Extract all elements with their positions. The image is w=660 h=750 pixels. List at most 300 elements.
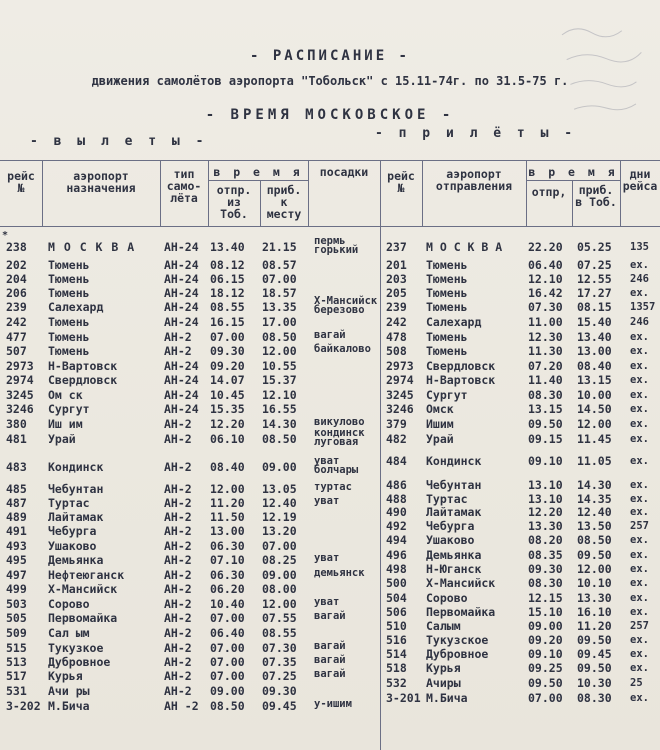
arrival-days: ех. bbox=[630, 433, 649, 445]
arrival-flight-number: 516 bbox=[386, 633, 407, 647]
col-header-flight-arrivals: рейс № bbox=[387, 169, 415, 195]
col-rule bbox=[260, 180, 261, 226]
arrival-departure-time: 08.35 bbox=[528, 548, 563, 562]
departure-arrival-time: 09.00 bbox=[262, 568, 297, 582]
time-note: - ВРЕМЯ МОСКОВСКОЕ - bbox=[205, 107, 455, 123]
arrival-days: ех. bbox=[630, 493, 649, 505]
departure-arrival-time: 12.40 bbox=[262, 496, 297, 510]
departure-aircraft-type: АН-24 bbox=[164, 315, 199, 329]
arrival-origin: Туртас bbox=[426, 492, 468, 506]
departure-arrival-time: 08.50 bbox=[262, 330, 297, 344]
departure-arrival-time: 08.55 bbox=[262, 626, 297, 640]
arrival-flight-number: 3-201 bbox=[386, 691, 421, 705]
arrival-time-in-tobolsk: 13.50 bbox=[577, 519, 612, 533]
arrival-days: ех. bbox=[630, 563, 649, 575]
departure-destination: Чебурга bbox=[48, 524, 97, 538]
departure-arrival-time: 14.30 bbox=[262, 417, 297, 431]
arrival-time-in-tobolsk: 09.50 bbox=[577, 633, 612, 647]
arrival-time-in-tobolsk: 08.50 bbox=[577, 533, 612, 547]
departure-arrival-time: 13.20 bbox=[262, 524, 297, 538]
departure-destination: Н-Вартовск bbox=[48, 359, 118, 373]
departure-aircraft-type: АН-2 bbox=[164, 669, 192, 683]
arrival-departure-time: 15.10 bbox=[528, 605, 563, 619]
arrival-departure-time: 09.50 bbox=[528, 676, 563, 690]
departure-flight-number: 481 bbox=[6, 432, 27, 446]
departure-destination: Салехард bbox=[48, 300, 104, 314]
arrival-origin: Н-Юганск bbox=[426, 562, 482, 576]
departure-time-from-tobolsk: 06.30 bbox=[210, 539, 245, 553]
arrival-departure-time: 12.10 bbox=[528, 272, 563, 286]
departure-aircraft-type: АН-24 bbox=[164, 272, 199, 286]
departure-aircraft-type: АН-2 bbox=[164, 611, 192, 625]
col-header-flight: рейс № bbox=[7, 169, 35, 195]
departure-arrival-time: 08.25 bbox=[262, 553, 297, 567]
arrival-flight-number: 486 bbox=[386, 478, 407, 492]
page-subtitle: движения самолётов аэропорта "Тобольск" с 15.11-74г. по 31.5-75 г. bbox=[91, 74, 569, 88]
arrival-time-in-tobolsk: 13.00 bbox=[577, 344, 612, 358]
departure-arrival-time: 09.00 bbox=[262, 460, 297, 474]
col-rule bbox=[572, 180, 573, 226]
departure-destination: Тюмень bbox=[48, 272, 90, 286]
arrival-time-in-tobolsk: 08.30 bbox=[577, 691, 612, 705]
arrival-time-in-tobolsk: 12.40 bbox=[577, 505, 612, 519]
departure-stops: вагай bbox=[314, 329, 346, 341]
departure-time-from-tobolsk: 09.20 bbox=[210, 359, 245, 373]
departure-aircraft-type: АН-2 bbox=[164, 539, 192, 553]
departure-destination: Демьянка bbox=[48, 553, 104, 567]
arrival-time-in-tobolsk: 05.25 bbox=[577, 240, 612, 254]
departure-flight-number: 509 bbox=[6, 626, 27, 640]
col-header-aircraft-type: тип само-лёта bbox=[166, 167, 202, 205]
arrival-origin: Тукузское bbox=[426, 633, 489, 647]
arrival-departure-time: 07.30 bbox=[528, 300, 563, 314]
col-header-destination: аэропорт назначения bbox=[66, 169, 136, 195]
arrival-time-in-tobolsk: 07.25 bbox=[577, 258, 612, 272]
col-header-arr-tobolsk: приб. в Тоб. bbox=[575, 183, 617, 209]
arrival-days: 246 bbox=[630, 316, 649, 328]
departure-arrival-time: 09.30 bbox=[262, 684, 297, 698]
departure-arrival-time: 07.55 bbox=[262, 611, 297, 625]
arrival-origin: Сургут bbox=[426, 388, 468, 402]
arrival-flight-number: 2974 bbox=[386, 373, 414, 387]
arrival-departure-time: 13.15 bbox=[528, 402, 563, 416]
departure-destination: Урай bbox=[48, 432, 76, 446]
arrival-origin: Тюмень bbox=[426, 258, 468, 272]
arrival-origin: Чебунтан bbox=[426, 478, 482, 492]
departure-time-from-tobolsk: 12.00 bbox=[210, 482, 245, 496]
departure-time-from-tobolsk: 06.40 bbox=[210, 626, 245, 640]
time-sub-rule-right bbox=[526, 180, 620, 181]
departure-time-from-tobolsk: 08.55 bbox=[210, 300, 245, 314]
departure-stops: вагай bbox=[314, 640, 346, 652]
col-header-days: дни рейса bbox=[622, 167, 658, 193]
departure-time-from-tobolsk: 10.40 bbox=[210, 597, 245, 611]
departure-arrival-time: 07.25 bbox=[262, 669, 297, 683]
departure-time-from-tobolsk: 06.15 bbox=[210, 272, 245, 286]
departure-arrival-time: 13.35 bbox=[262, 300, 297, 314]
departure-time-from-tobolsk: 06.30 bbox=[210, 568, 245, 582]
arrival-days: ех. bbox=[630, 662, 649, 674]
departure-time-from-tobolsk: 09.00 bbox=[210, 684, 245, 698]
departure-destination: Х-Мансийск bbox=[48, 582, 118, 596]
departure-stops: вагай bbox=[314, 654, 346, 666]
departure-time-from-tobolsk: 16.15 bbox=[210, 315, 245, 329]
col-header-time-arrivals: в р е м я bbox=[528, 165, 618, 179]
departure-stops: у-ишим bbox=[314, 698, 352, 710]
departure-time-from-tobolsk: 06.10 bbox=[210, 432, 245, 446]
departure-flight-number: 485 bbox=[6, 482, 27, 496]
departure-time-from-tobolsk: 11.50 bbox=[210, 510, 245, 524]
departure-aircraft-type: АН-24 bbox=[164, 359, 199, 373]
arrival-days: 25 bbox=[630, 677, 643, 689]
arrival-origin: Н-Вартовск bbox=[426, 373, 496, 387]
departure-aircraft-type: АН-24 bbox=[164, 388, 199, 402]
departure-destination: Лайтамак bbox=[48, 510, 104, 524]
arrival-days: ех. bbox=[630, 360, 649, 372]
departure-flight-number: 505 bbox=[6, 611, 27, 625]
departure-destination: Тюмень bbox=[48, 344, 90, 358]
arrival-flight-number: 3245 bbox=[386, 388, 414, 402]
arrival-origin: Тюмень bbox=[426, 286, 468, 300]
departure-time-from-tobolsk: 07.00 bbox=[210, 669, 245, 683]
departure-destination: Сал ым bbox=[48, 626, 90, 640]
departure-flight-number: 3246 bbox=[6, 402, 34, 416]
col-header-dep-tobolsk: отпр. из Тоб. bbox=[216, 183, 252, 221]
arrival-origin: Дубровное bbox=[426, 647, 489, 661]
arrival-flight-number: 242 bbox=[386, 315, 407, 329]
departure-stops: вагай bbox=[314, 668, 346, 680]
arrival-departure-time: 09.25 bbox=[528, 661, 563, 675]
arrival-departure-time: 13.30 bbox=[528, 519, 563, 533]
arrival-time-in-tobolsk: 09.45 bbox=[577, 647, 612, 661]
arrival-days: ех. bbox=[630, 592, 649, 604]
departure-aircraft-type: АН-2 bbox=[164, 553, 192, 567]
departure-stops: викулово bbox=[314, 416, 365, 428]
departure-stops: байкалово bbox=[314, 343, 371, 355]
arrival-departure-time: 11.00 bbox=[528, 315, 563, 329]
departure-time-from-tobolsk: 08.50 bbox=[210, 699, 245, 713]
arrival-origin: М О С К В А bbox=[426, 240, 503, 254]
departure-destination: Сургут bbox=[48, 402, 90, 416]
arrival-departure-time: 11.30 bbox=[528, 344, 563, 358]
arrival-origin: Демьянка bbox=[426, 548, 482, 562]
departure-arrival-time: 13.05 bbox=[262, 482, 297, 496]
departure-arrival-time: 07.00 bbox=[262, 272, 297, 286]
arrival-time-in-tobolsk: 15.40 bbox=[577, 315, 612, 329]
departure-flight-number: 483 bbox=[6, 460, 27, 474]
departure-destination: Туртас bbox=[48, 496, 90, 510]
departure-aircraft-type: АН-24 bbox=[164, 258, 199, 272]
departure-arrival-time: 15.37 bbox=[262, 373, 297, 387]
arrival-time-in-tobolsk: 09.50 bbox=[577, 548, 612, 562]
arrival-departure-time: 13.10 bbox=[528, 478, 563, 492]
arrival-time-in-tobolsk: 09.50 bbox=[577, 661, 612, 675]
departure-time-from-tobolsk: 12.20 bbox=[210, 417, 245, 431]
departure-time-from-tobolsk: 09.30 bbox=[210, 344, 245, 358]
arrival-departure-time: 13.10 bbox=[528, 492, 563, 506]
departure-flight-number: 238 bbox=[6, 240, 27, 254]
arrival-flight-number: 508 bbox=[386, 344, 407, 358]
arrival-flight-number: 2973 bbox=[386, 359, 414, 373]
departure-aircraft-type: АН-24 bbox=[164, 300, 199, 314]
arrival-origin: Лайтамак bbox=[426, 505, 482, 519]
arrival-flight-number: 478 bbox=[386, 330, 407, 344]
arrival-origin: Первомайка bbox=[426, 605, 496, 619]
departure-aircraft-type: АН-2 bbox=[164, 417, 192, 431]
departure-time-from-tobolsk: 18.12 bbox=[210, 286, 245, 300]
departure-time-from-tobolsk: 14.07 bbox=[210, 373, 245, 387]
col-header-stops: посадки bbox=[319, 165, 369, 179]
col-header-arr-place: приб. к месту bbox=[266, 183, 302, 221]
departure-arrival-time: 09.45 bbox=[262, 699, 297, 713]
arrival-days: ех. bbox=[630, 549, 649, 561]
arrival-flight-number: 510 bbox=[386, 619, 407, 633]
departure-arrival-time: 21.15 bbox=[262, 240, 297, 254]
arrival-time-in-tobolsk: 08.15 bbox=[577, 300, 612, 314]
arrival-flight-number: 3246 bbox=[386, 402, 414, 416]
departure-destination: Тюмень bbox=[48, 286, 90, 300]
arrival-time-in-tobolsk: 13.15 bbox=[577, 373, 612, 387]
arrival-days: 257 bbox=[630, 520, 649, 532]
departure-destination: Ом ск bbox=[48, 388, 83, 402]
departure-arrival-time: 07.00 bbox=[262, 539, 297, 553]
arrival-time-in-tobolsk: 12.00 bbox=[577, 417, 612, 431]
arrival-departure-time: 12.15 bbox=[528, 591, 563, 605]
arrival-departure-time: 09.00 bbox=[528, 619, 563, 633]
departure-flight-number: 2973 bbox=[6, 359, 34, 373]
departure-time-from-tobolsk: 07.00 bbox=[210, 611, 245, 625]
departure-flight-number: 515 bbox=[6, 641, 27, 655]
arrival-days: ех. bbox=[630, 455, 649, 467]
arrival-flight-number: 504 bbox=[386, 591, 407, 605]
arrival-flight-number: 490 bbox=[386, 505, 407, 519]
departure-arrival-time: 12.00 bbox=[262, 597, 297, 611]
arrival-departure-time: 22.20 bbox=[528, 240, 563, 254]
departure-aircraft-type: АН-24 bbox=[164, 373, 199, 387]
departure-flight-number: 493 bbox=[6, 539, 27, 553]
arrival-time-in-tobolsk: 13.30 bbox=[577, 591, 612, 605]
departure-aircraft-type: АН-2 bbox=[164, 482, 192, 496]
departure-flight-number: 489 bbox=[6, 510, 27, 524]
arrival-flight-number: 237 bbox=[386, 240, 407, 254]
arrival-departure-time: 07.20 bbox=[528, 359, 563, 373]
arrival-days: 1357 bbox=[630, 301, 656, 313]
arrival-time-in-tobolsk: 10.30 bbox=[577, 676, 612, 690]
departure-destination: Тюмень bbox=[48, 315, 90, 329]
departure-time-from-tobolsk: 13.00 bbox=[210, 524, 245, 538]
col-rule bbox=[422, 160, 423, 226]
arrival-days: ех. bbox=[630, 259, 649, 271]
arrival-days: ех. bbox=[630, 345, 649, 357]
arrival-origin: Свердловск bbox=[426, 359, 496, 373]
arrival-days: ех. bbox=[630, 479, 649, 491]
arrival-time-in-tobolsk: 08.40 bbox=[577, 359, 612, 373]
arrival-time-in-tobolsk: 14.35 bbox=[577, 492, 612, 506]
departure-time-from-tobolsk: 07.10 bbox=[210, 553, 245, 567]
arrival-origin: Ачиры bbox=[426, 676, 461, 690]
arrival-days: ех. bbox=[630, 418, 649, 430]
departure-stops: уват bbox=[314, 495, 340, 507]
arrival-departure-time: 16.42 bbox=[528, 286, 563, 300]
departure-arrival-time: 16.55 bbox=[262, 402, 297, 416]
departure-destination: Нефтеюганск bbox=[48, 568, 125, 582]
departure-flight-number: 491 bbox=[6, 524, 27, 538]
departure-time-from-tobolsk: 07.00 bbox=[210, 330, 245, 344]
arrival-time-in-tobolsk: 12.00 bbox=[577, 562, 612, 576]
arrival-flight-number: 203 bbox=[386, 272, 407, 286]
departure-arrival-time: 12.19 bbox=[262, 510, 297, 524]
arrival-departure-time: 09.30 bbox=[528, 562, 563, 576]
departure-flight-number: 503 bbox=[6, 597, 27, 611]
arrival-flight-number: 484 bbox=[386, 454, 407, 468]
col-rule bbox=[160, 160, 161, 226]
col-rule bbox=[208, 160, 209, 226]
departure-aircraft-type: АН-24 bbox=[164, 286, 199, 300]
departure-destination: Иш им bbox=[48, 417, 83, 431]
departure-aircraft-type: АН-2 bbox=[164, 460, 192, 474]
departure-time-from-tobolsk: 06.20 bbox=[210, 582, 245, 596]
arrival-origin: Тюмень bbox=[426, 300, 468, 314]
departure-aircraft-type: АН-2 bbox=[164, 641, 192, 655]
arrival-time-in-tobolsk: 14.30 bbox=[577, 478, 612, 492]
arrival-origin: Х-Мансийск bbox=[426, 576, 496, 590]
col-rule bbox=[526, 160, 527, 226]
asterisk-mark-icon: * bbox=[2, 230, 9, 241]
departure-stops: вагай bbox=[314, 610, 346, 622]
departure-time-from-tobolsk: 08.12 bbox=[210, 258, 245, 272]
departure-arrival-time: 08.50 bbox=[262, 432, 297, 446]
arrival-departure-time: 07.00 bbox=[528, 691, 563, 705]
departure-flight-number: 499 bbox=[6, 582, 27, 596]
arrival-days: ех. bbox=[630, 648, 649, 660]
arrival-flight-number: 500 bbox=[386, 576, 407, 590]
arrival-origin: Сорово bbox=[426, 591, 468, 605]
departure-time-from-tobolsk: 13.40 bbox=[210, 240, 245, 254]
departure-flight-number: 380 bbox=[6, 417, 27, 431]
departure-destination: Ушаково bbox=[48, 539, 97, 553]
departures-label: - в ы л е т ы - bbox=[30, 134, 208, 149]
departure-arrival-time: 12.10 bbox=[262, 388, 297, 402]
arrival-time-in-tobolsk: 13.40 bbox=[577, 330, 612, 344]
departure-aircraft-type: АН-24 bbox=[164, 240, 199, 254]
departure-stops: пермь горький bbox=[314, 235, 359, 256]
departure-aircraft-type: АН-2 bbox=[164, 626, 192, 640]
col-header-dep-origin: отпр, bbox=[531, 185, 567, 199]
arrival-time-in-tobolsk: 11.45 bbox=[577, 432, 612, 446]
table-top-rule bbox=[0, 160, 660, 161]
departure-stops: кондинск луговая bbox=[314, 427, 365, 448]
arrival-days: ех. bbox=[630, 634, 649, 646]
arrival-departure-time: 08.30 bbox=[528, 576, 563, 590]
departure-time-from-tobolsk: 07.00 bbox=[210, 655, 245, 669]
arrival-origin: Курья bbox=[426, 661, 461, 675]
departure-flight-number: 206 bbox=[6, 286, 27, 300]
arrival-days: ех. bbox=[630, 534, 649, 546]
departure-arrival-time: 18.57 bbox=[262, 286, 297, 300]
departure-flight-number: 487 bbox=[6, 496, 27, 510]
departure-stops: демьянск bbox=[314, 567, 365, 579]
departure-destination: Тюмень bbox=[48, 330, 90, 344]
arrival-flight-number: 532 bbox=[386, 676, 407, 690]
departure-aircraft-type: АН-2 bbox=[164, 344, 192, 358]
arrival-days: ех. bbox=[630, 287, 649, 299]
arrival-origin: Ушаково bbox=[426, 533, 475, 547]
departure-flight-number: 477 bbox=[6, 330, 27, 344]
arrival-departure-time: 12.30 bbox=[528, 330, 563, 344]
departure-destination: М.Бича bbox=[48, 699, 90, 713]
arrival-flight-number: 498 bbox=[386, 562, 407, 576]
table-header-rule bbox=[0, 226, 660, 227]
departure-aircraft-type: АН-2 bbox=[164, 582, 192, 596]
arrival-days: 246 bbox=[630, 273, 649, 285]
departure-aircraft-type: АН-2 bbox=[164, 568, 192, 582]
departure-aircraft-type: АН-2 bbox=[164, 597, 192, 611]
arrival-time-in-tobolsk: 11.20 bbox=[577, 619, 612, 633]
arrival-days: ех. bbox=[630, 577, 649, 589]
departure-stops: туртас bbox=[314, 481, 352, 493]
departure-flight-number: 2974 bbox=[6, 373, 34, 387]
arrival-origin: Тюмень bbox=[426, 344, 468, 358]
arrival-flight-number: 201 bbox=[386, 258, 407, 272]
arrival-origin: Урай bbox=[426, 432, 454, 446]
departure-aircraft-type: АН-2 bbox=[164, 510, 192, 524]
departure-arrival-time: 17.00 bbox=[262, 315, 297, 329]
arrival-origin: Салым bbox=[426, 619, 461, 633]
page-title: - РАСПИСАНИЕ - bbox=[249, 48, 410, 64]
departure-flight-number: 239 bbox=[6, 300, 27, 314]
arrival-time-in-tobolsk: 12.55 bbox=[577, 272, 612, 286]
departure-arrival-time: 12.00 bbox=[262, 344, 297, 358]
departure-aircraft-type: АН-2 bbox=[164, 524, 192, 538]
arrival-departure-time: 09.10 bbox=[528, 647, 563, 661]
arrival-flight-number: 379 bbox=[386, 417, 407, 431]
departure-destination: Тукузкое bbox=[48, 641, 104, 655]
departure-arrival-time: 07.30 bbox=[262, 641, 297, 655]
arrival-days: ех. bbox=[630, 331, 649, 343]
departure-destination: Курья bbox=[48, 669, 83, 683]
arrival-flight-number: 506 bbox=[386, 605, 407, 619]
arrival-days: ех. bbox=[630, 606, 649, 618]
arrival-departure-time: 06.40 bbox=[528, 258, 563, 272]
departure-flight-number: 531 bbox=[6, 684, 27, 698]
arrival-flight-number: 239 bbox=[386, 300, 407, 314]
arrival-origin: Ишим bbox=[426, 417, 454, 431]
departure-arrival-time: 10.55 bbox=[262, 359, 297, 373]
departure-flight-number: 517 bbox=[6, 669, 27, 683]
arrival-origin: Кондинск bbox=[426, 454, 482, 468]
departure-flight-number: 513 bbox=[6, 655, 27, 669]
arrival-departure-time: 11.40 bbox=[528, 373, 563, 387]
col-header-time: в р е м я bbox=[213, 165, 303, 179]
arrival-departure-time: 08.30 bbox=[528, 388, 563, 402]
arrival-time-in-tobolsk: 14.50 bbox=[577, 402, 612, 416]
departure-flight-number: 495 bbox=[6, 553, 27, 567]
departure-flight-number: 242 bbox=[6, 315, 27, 329]
departure-stops: Х-Мансийск березово bbox=[314, 295, 378, 316]
arrival-origin: Салехард bbox=[426, 315, 482, 329]
arrival-flight-number: 496 bbox=[386, 548, 407, 562]
departure-flight-number: 497 bbox=[6, 568, 27, 582]
arrival-time-in-tobolsk: 11.05 bbox=[577, 454, 612, 468]
arrival-flight-number: 488 bbox=[386, 492, 407, 506]
departure-aircraft-type: АН-24 bbox=[164, 402, 199, 416]
col-rule bbox=[620, 160, 621, 226]
departure-aircraft-type: АН-2 bbox=[164, 330, 192, 344]
departure-destination: Тюмень bbox=[48, 258, 90, 272]
arrival-departure-time: 09.50 bbox=[528, 417, 563, 431]
departure-flight-number: 202 bbox=[6, 258, 27, 272]
col-rule bbox=[42, 160, 43, 226]
